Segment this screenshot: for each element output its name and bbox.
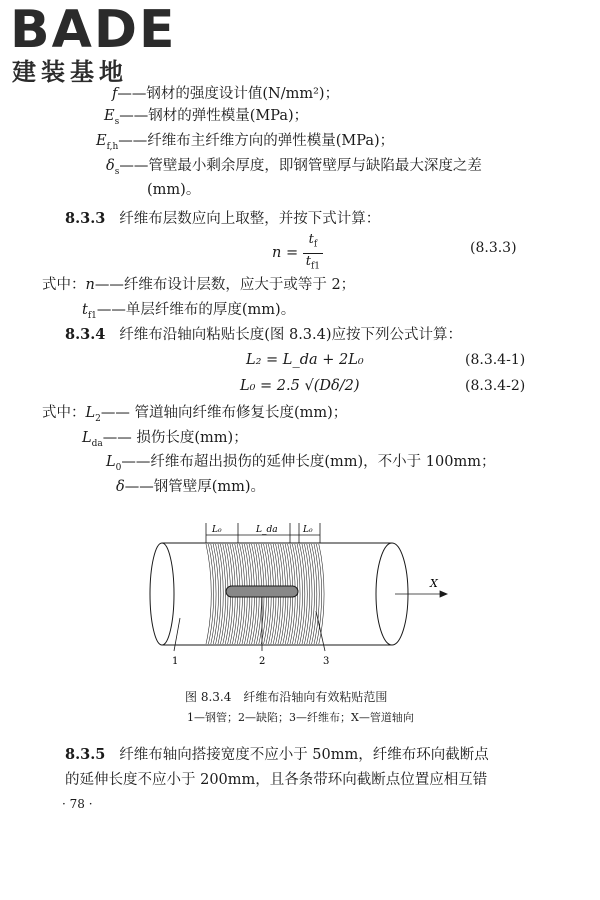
page-number: · 78 ·	[62, 797, 93, 811]
figure-8-3-4-diagram	[140, 515, 460, 675]
def-delta-s-cont: (mm)。	[147, 182, 201, 198]
section-8-3-3: 8.3.3 纤维布层数应向上取整，并按下式计算：	[65, 210, 381, 227]
equation-number-8-3-4-1: (8.3.4-1)	[465, 352, 526, 368]
def-efh: $E_{f,h}——$纤维布主纤维方向的弹性模量(MPa)；	[96, 133, 395, 152]
where-delta: δ——钢管壁厚(mm)。	[116, 479, 266, 495]
def-delta-s: $\delta_s——$管壁最小剩余厚度，即钢管壁厚与缺陷最大深度之差	[106, 158, 482, 177]
equation-8-3-4-1: L₂ = L_da + 2L₀	[246, 352, 364, 368]
where-lda: $L_{da}——$ 损伤长度(mm)；	[82, 430, 248, 449]
section-8-3-4: 8.3.4 纤维布沿轴向粘贴长度(图 8.3.4)应按下列公式计算：	[65, 326, 463, 343]
equation-number-8-3-4-2: (8.3.4-2)	[465, 378, 526, 394]
dim-label-l0-left: L₀	[212, 525, 222, 535]
callout-3: 3	[323, 656, 330, 667]
defect	[226, 586, 298, 597]
where-n: 式中：n——纤维布设计层数，应大于或等于 2；	[42, 277, 356, 293]
def-f: f——钢材的强度设计值(N/mm²)；	[112, 86, 340, 102]
section-8-3-5: 8.3.5 纤维布轴向搭接宽度不应小于 50mm，纤维布环向截断点	[65, 746, 489, 763]
dim-label-l0-right: L₀	[303, 525, 313, 535]
where-l2: 式中：$L_2——$ 管道轴向纤维布修复长度(mm)；	[42, 405, 348, 424]
where-tf1: $t_{f1}——$单层纤维布的厚度(mm)。	[82, 302, 296, 321]
where-l0: $L_0——$纤维布超出损伤的延伸长度(mm)，不小于 100mm；	[106, 454, 496, 473]
section-8-3-5-cont: 的延伸长度不应小于 200mm，且各条带环向截断点位置应相互错	[65, 772, 488, 788]
def-es: $E_s——$钢材的弹性模量(MPa)；	[104, 108, 309, 127]
brand-subtitle: 建装基地	[12, 58, 128, 86]
figure-caption: 图 8.3.4 纤维布沿轴向有效粘贴范围	[185, 690, 388, 704]
equation-number-8-3-3: (8.3.3)	[470, 240, 517, 256]
axis-label-x: X	[430, 577, 438, 590]
equation-8-3-3: n = $\frac{t_f}{t_{f1}}$	[272, 232, 323, 274]
equation-8-3-4-2: L₀ = 2.5 √(Dδ/2)	[240, 378, 360, 394]
brand-logo: BADE	[10, 0, 177, 60]
figure-legend: 1—钢管；2—缺陷；3—纤维布；X—管道轴向	[187, 711, 414, 724]
dim-label-lda: L_da	[256, 525, 278, 535]
callout-1: 1	[172, 656, 179, 667]
callout-2: 2	[259, 656, 266, 667]
